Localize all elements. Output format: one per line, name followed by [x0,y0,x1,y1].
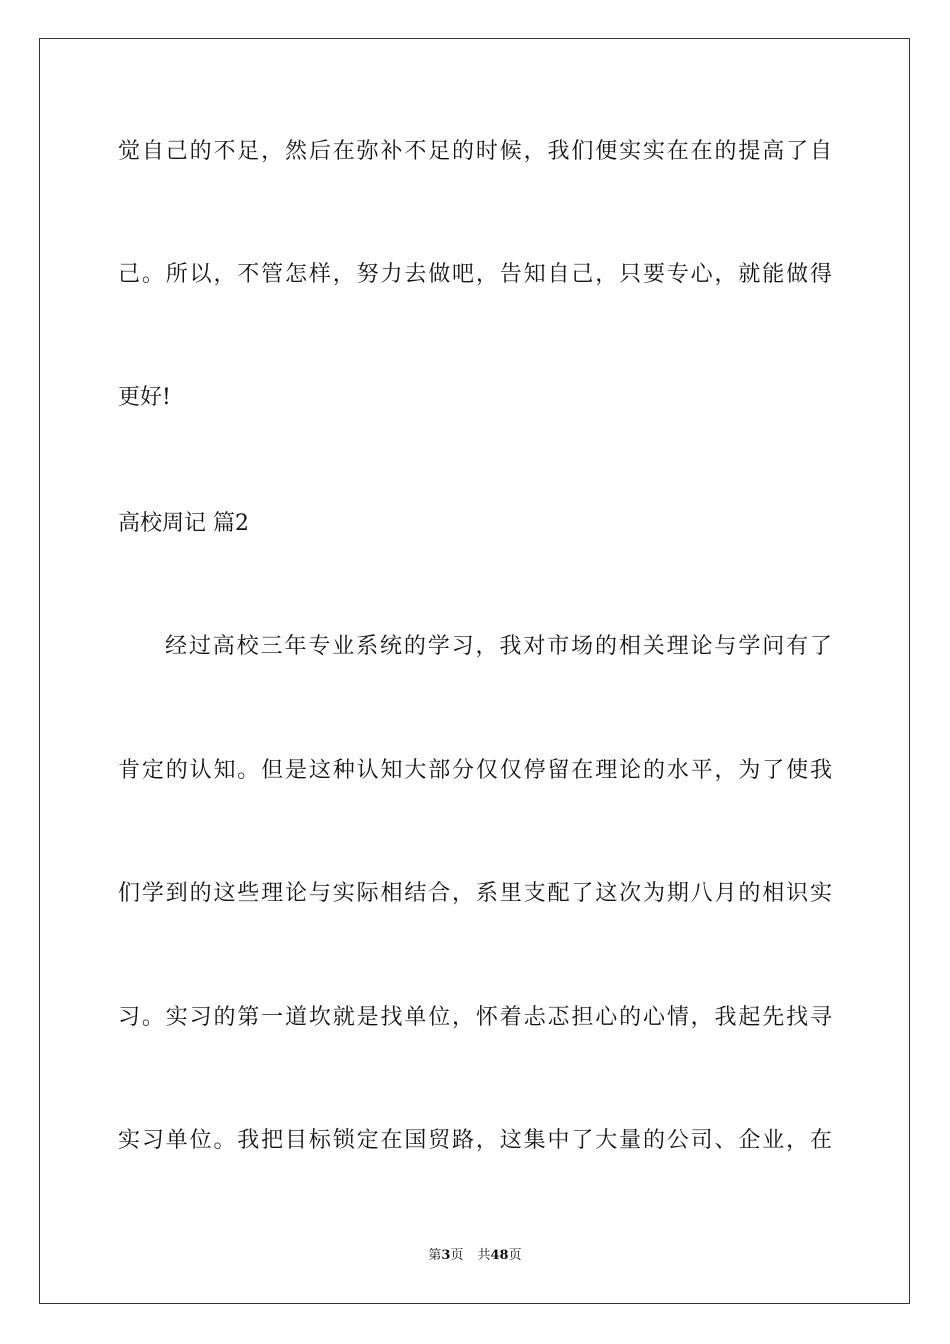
total-suffix: 页 [508,1248,522,1263]
page-suffix: 页 [450,1248,464,1263]
total-prefix: 共 [477,1248,491,1263]
page-footer [0,1247,950,1265]
text-line: 己。所以，不管怎样，努力去做吧，告知自己，只要专心，就能做得 [118,262,832,287]
page-frame [39,38,910,1304]
text-line: 肯定的认知。但是这种认知大部分仅仅停留在理论的水平，为了使我 [118,758,832,783]
section-heading: 高校周记 篇2 [118,511,249,536]
page-prefix: 第 [428,1248,442,1263]
total-pages: 48 [490,1248,509,1263]
text-line: 觉自己的不足，然后在弥补不足的时候，我们便实实在在的提高了自 [118,139,832,164]
text-line: 们学到的这些理论与实际相结合，系里支配了这次为期八月的相识实 [118,881,832,906]
text-line: 实习单位。我把目标锁定在国贸路，这集中了大量的公司、企业，在 [118,1128,832,1153]
text-line: 更好! [118,385,171,410]
text-line: 习。实习的第一道坎就是找单位，怀着忐忑担心的心情，我起先找寻 [118,1005,832,1030]
page-number: 3 [441,1248,451,1263]
text-line: 经过高校三年专业系统的学习，我对市场的相关理论与学问有了 [165,634,832,659]
